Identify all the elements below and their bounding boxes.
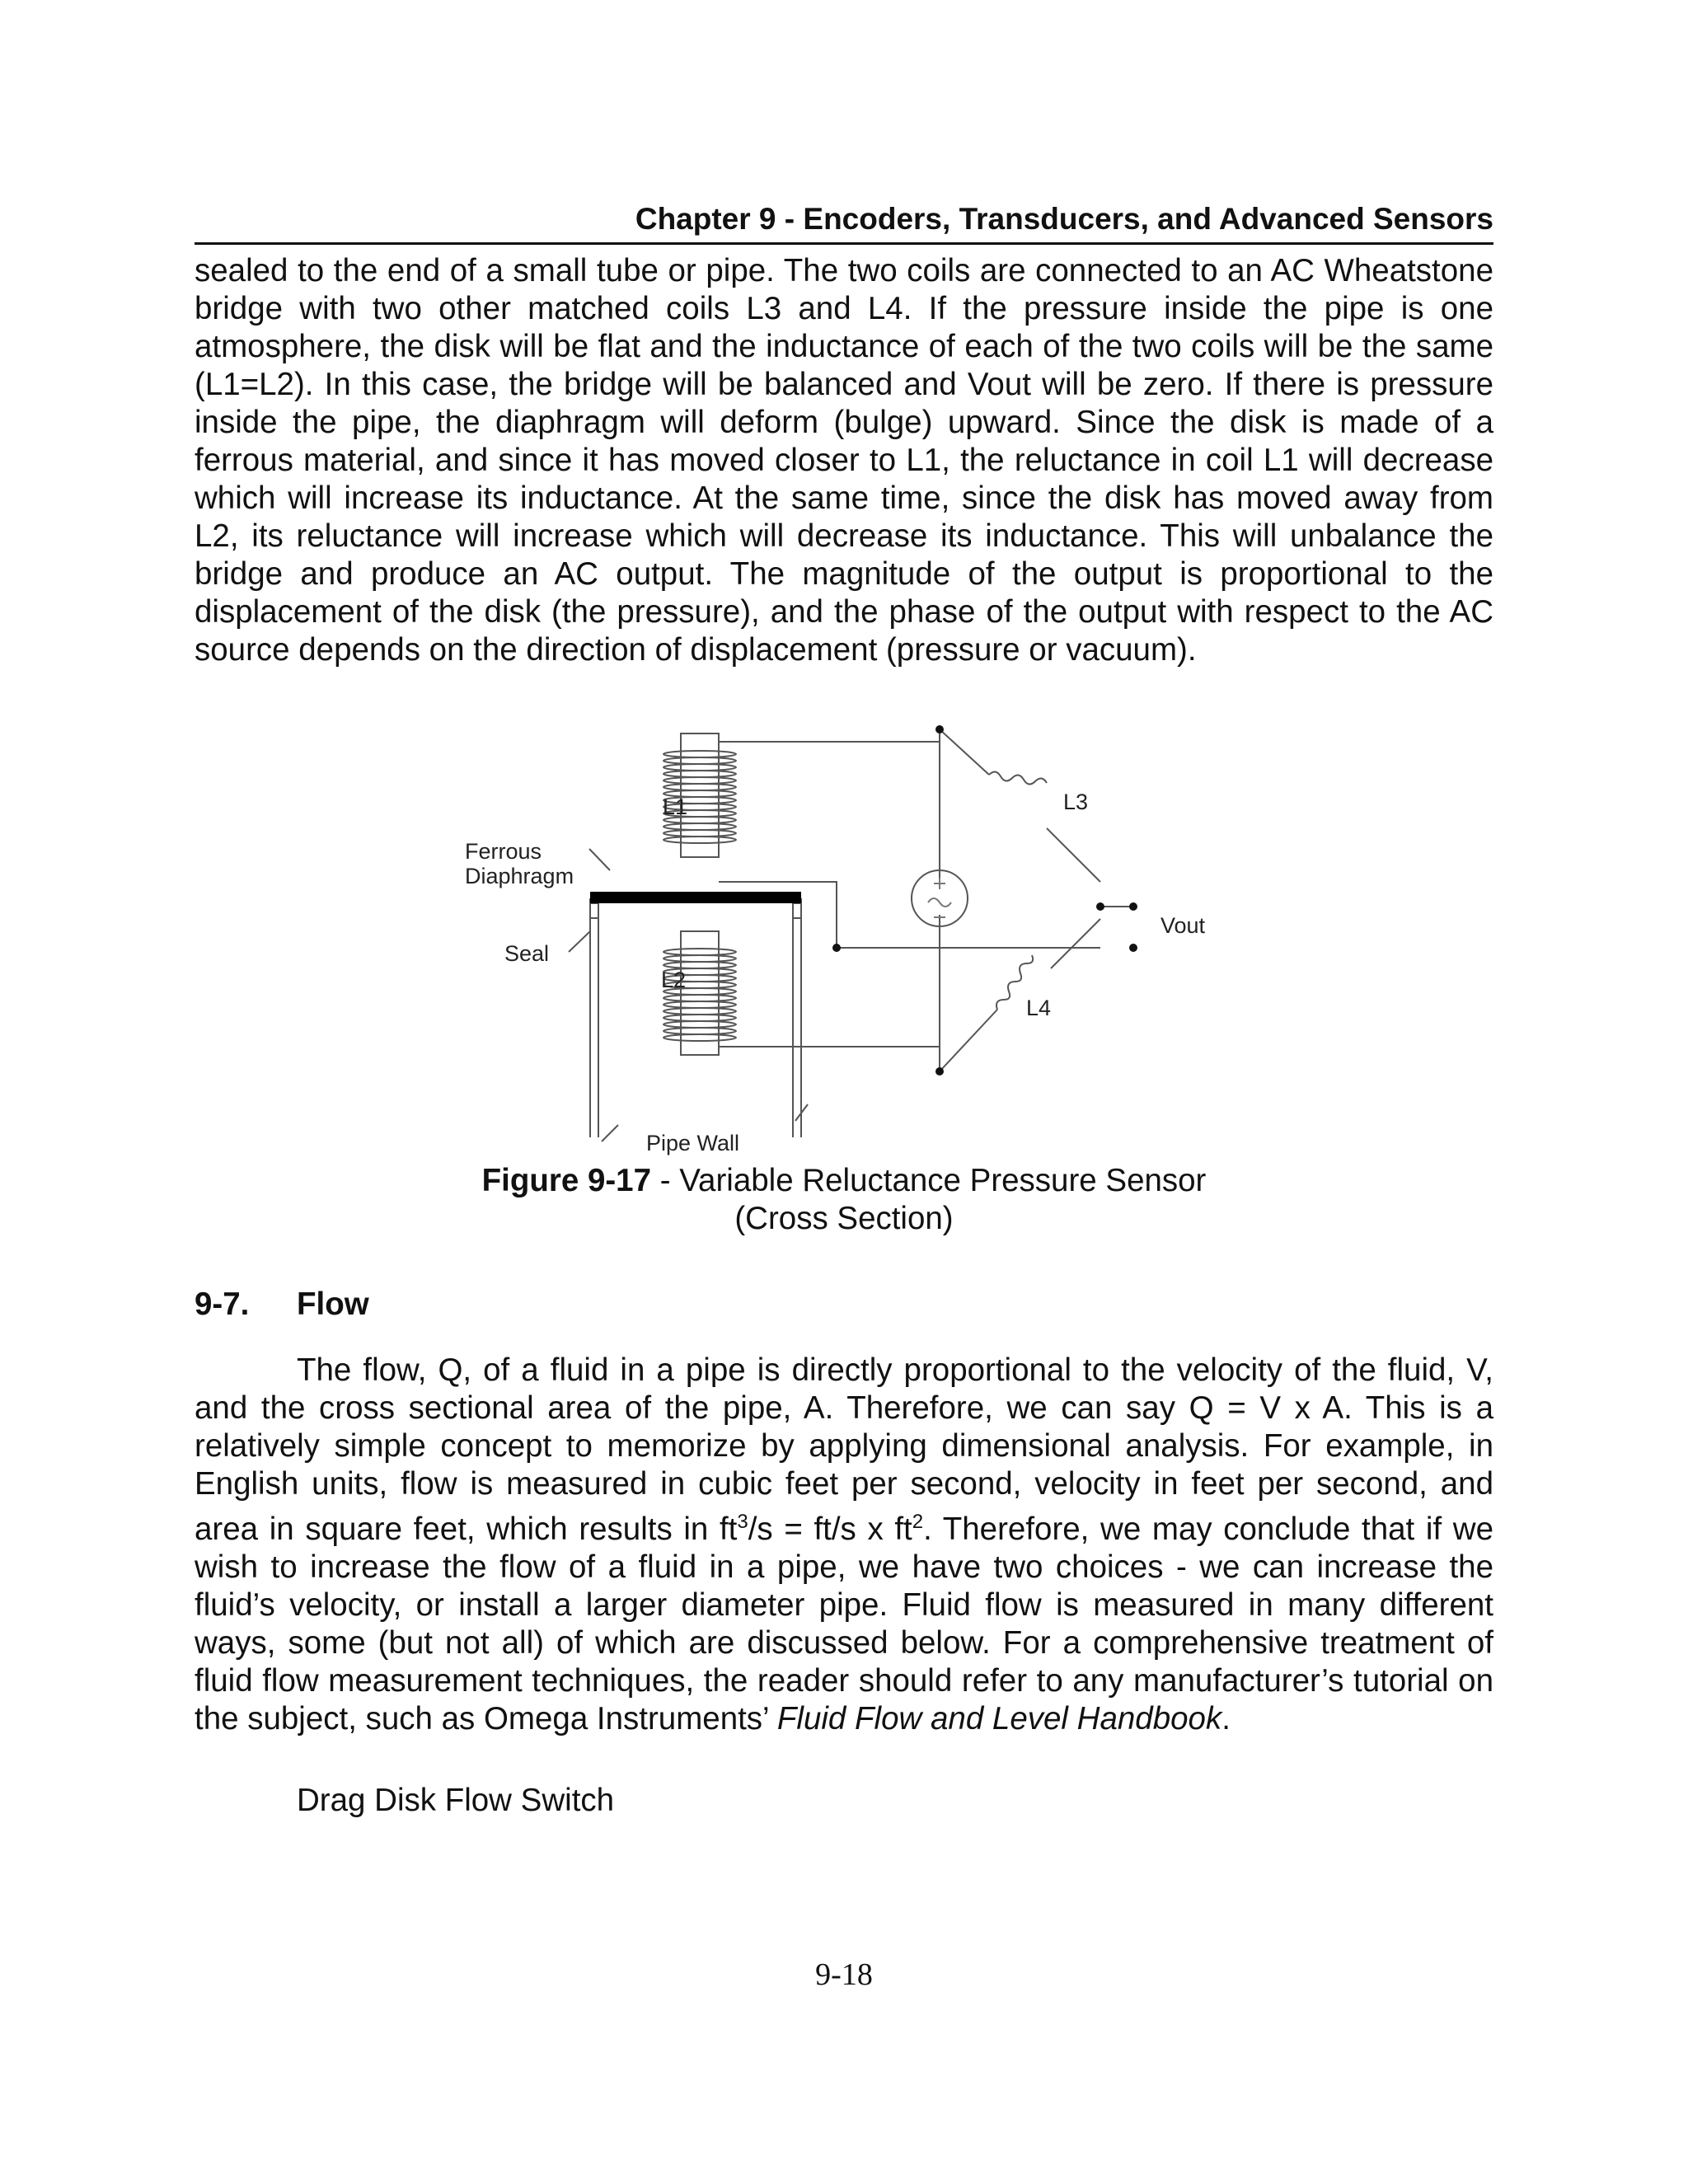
subheading: Drag Disk Flow Switch	[297, 1783, 615, 1818]
bridge-bottom-right	[940, 1010, 997, 1071]
p2-text-3: . Therefore, we may conclude that if we wish to increase the flow of a fluid in a pipe, we have two choices - we can increase the fluid’s velocity, or install a larger diameter pipe. Fluid flow is measured in many different ways, some (but not all) of which are discussed below. For a comprehensive treatment of fluid flow measurement techniques, the reader should refer to any manufacturer’s tutorial on the subject, such as Omega Instruments’	[195, 1511, 1494, 1736]
node-bottom	[935, 1067, 944, 1076]
coil-turn	[663, 949, 736, 955]
coil-turn	[663, 764, 736, 771]
node-right	[1096, 902, 1104, 911]
section-title: Flow	[297, 1286, 369, 1322]
caption-dash: -	[651, 1163, 680, 1198]
label-l3: L3	[1063, 790, 1089, 814]
caption-line-2: (Cross Section)	[734, 1201, 954, 1236]
coil-turn	[663, 771, 736, 777]
vout-terminal-bottom	[1129, 944, 1137, 952]
coil-turn	[663, 784, 736, 790]
label-seal: Seal	[504, 941, 550, 966]
seal-leader	[569, 931, 590, 952]
label-l4: L4	[1026, 996, 1052, 1020]
p2-book-title: Fluid Flow and Level Handbook	[776, 1700, 1222, 1736]
coil-turn	[663, 777, 736, 784]
seal-left	[590, 903, 598, 918]
section-number: 9-7.	[195, 1286, 250, 1322]
node-left	[832, 944, 841, 952]
coil-turn	[663, 837, 736, 843]
label-l1: L1	[663, 794, 688, 819]
l2-windings	[663, 949, 736, 1041]
coil-turn	[663, 823, 736, 830]
ferrous-leader	[589, 849, 610, 870]
coil-turn	[663, 1008, 736, 1015]
section-heading	[195, 1286, 369, 1324]
label-diaphragm: Diaphragm	[465, 864, 574, 888]
bridge-right-upper	[1047, 828, 1100, 882]
coil-turn	[663, 830, 736, 837]
body-paragraph-1: sealed to the end of a small tube or pipe. The two coils are connected to an AC Wheatstone bridge with two other matched coils L3 and L4. If the pressure inside the pipe is one atmosphere, the disk will be flat and the inductance of each of the two coils will be the same (L1=L2). In this case, the bridge will be balanced and Vout will be zero. If there is pressure inside the pipe, the diaphragm will deform (bulge) upward. Since the disk is made of a ferrous material, and since it has moved closer to L1, the reluctance in coil L1 will decrease which will increase its inductance. At the same time, since the disk has moved away from L2, its reluctance will increase which will decrease its inductance. This will unbalance the bridge and produce an AC output. The magnitude of the output is proportional to the displacement of the disk (the pressure), and the phase of the output with respect to the AC source depends on the direction of displacement (pressure or vacuum).	[195, 253, 1493, 668]
caption-title: Variable Reluctance Pressure Sensor	[679, 1163, 1207, 1198]
l2-core	[681, 931, 719, 1055]
body-paragraph-2	[195, 1352, 1493, 1738]
page-number: 9-18	[815, 1957, 873, 1992]
coil-turn	[663, 1015, 736, 1021]
label-pipe-wall: Pipe Wall	[646, 1131, 740, 1155]
vout-terminal-top	[1129, 902, 1137, 911]
coil-turn	[663, 1028, 736, 1034]
coil-turn	[663, 1021, 736, 1028]
label-l2: L2	[661, 968, 687, 992]
figure-number: Figure 9-17	[481, 1163, 652, 1198]
p2-sup-2: 2	[912, 1511, 924, 1533]
p2-sup-1: 3	[737, 1511, 748, 1533]
coil-turn	[663, 955, 736, 962]
l3-coil	[989, 771, 1047, 784]
ferrous-diaphragm	[590, 892, 801, 903]
p2-text-4: .	[1221, 1700, 1231, 1736]
label-vout: Vout	[1160, 913, 1206, 938]
coil-turn	[663, 751, 736, 757]
node-top	[935, 725, 944, 733]
coil-turn	[663, 1001, 736, 1008]
p2-text-2: /s = ft/s x ft	[748, 1511, 912, 1547]
label-ferrous: Ferrous	[465, 839, 542, 864]
seal-right	[793, 903, 801, 918]
pressure-sensor-figure	[445, 717, 1236, 1162]
coil-turn	[663, 1034, 736, 1041]
chapter-header: Chapter 9 - Encoders, Transducers, and Advanced Sensors	[195, 196, 1493, 245]
pipe-wall-leader-left	[602, 1125, 618, 1141]
bridge-right-lower	[1051, 919, 1100, 968]
bridge-top-right	[940, 729, 989, 775]
coil-turn	[663, 995, 736, 1001]
figure-caption	[195, 1162, 1493, 1238]
coil-turn	[663, 757, 736, 764]
p2-text-1: The flow, Q, of a fluid in a pipe is directly proportional to the velocity of the fluid, V, and the cross sectional area of the pipe, A. Therefore, we can say Q = V x A. This is a relatively simple concept to memorize by applying dimensional analysis. For example, in English units, flow is measured in cubic feet per second, velocity in feet per second, and area in square feet, which results in ft	[195, 1352, 1493, 1547]
